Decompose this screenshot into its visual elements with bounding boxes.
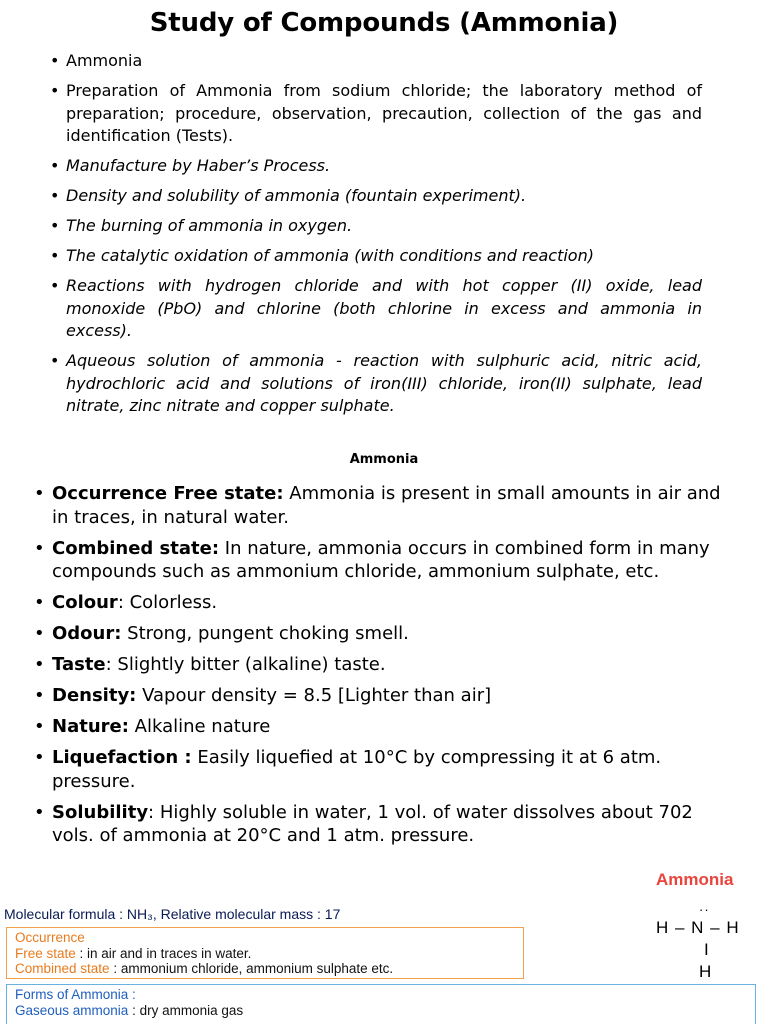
property-text: Alkaline nature [128, 716, 271, 737]
occurrence-box [6, 927, 524, 979]
syllabus-item: • Reactions with hydrogen chloride and with hot copper (II) oxide, lead monoxide (PbO) and chlorine (both chlorine in excess and ammonia in excess). [50, 275, 702, 343]
syllabus-item: • Preparation of Ammonia from sodium chloride; the laboratory method of preparation; procedure, observation, precaution, collection of the gas and identification (Tests). [50, 80, 702, 148]
combined-state-label: Combined state [15, 961, 110, 976]
syllabus-item: • The burning of ammonia in oxygen. [50, 215, 702, 238]
free-state-text: : in air and in traces in water. [75, 945, 252, 961]
property-item [34, 653, 724, 677]
property-label: Solubility [52, 801, 149, 823]
combined-state-line [15, 961, 515, 977]
gaseous-label: Gaseous ammonia [15, 1002, 129, 1018]
properties-list [34, 482, 724, 855]
property-text: Ammonia is present in small amounts in air and in traces, in natural water. [52, 483, 721, 528]
occurrence-heading: Occurrence [15, 930, 85, 945]
property-label: Combined state: [52, 537, 220, 559]
property-item [34, 622, 724, 646]
syllabus-item: • Manufacture by Haber’s Process. [50, 155, 702, 178]
forms-box [6, 984, 756, 1024]
syllabus-item: • Aqueous solution of ammonia - reaction with sulphuric acid, nitric acid, hydrochloric acid and solutions of iron(III) chloride, iron(II) sulphate, lead nitrate, zinc nitrate and copper sulphate. [50, 350, 702, 418]
property-item [34, 801, 724, 848]
syllabus-list [50, 50, 702, 425]
lone-pair-dots: ·· [699, 902, 710, 917]
property-text: : Colorless. [117, 592, 218, 613]
property-label: Colour [52, 592, 118, 613]
structure-bottom-atom: H [699, 962, 712, 981]
combined-state-text: : ammonium chloride, ammonium sulphate etc. [109, 961, 394, 976]
figure-title: Ammonia [656, 870, 734, 889]
property-text: Easily liquefied at 10°C by compressing it at 6 atm. pressure. [52, 747, 662, 792]
property-text: In nature, ammonia occurs in combined form in many compounds such as ammonium chloride, ammonium sulphate, etc. [52, 537, 710, 582]
page-title: Study of Compounds (Ammonia) [149, 8, 619, 38]
gaseous-text: : dry ammonia gas [128, 1002, 244, 1018]
property-item [34, 715, 724, 739]
forms-heading: Forms of Ammonia : [15, 987, 136, 1002]
structure-bond: I [704, 940, 709, 959]
property-item [34, 684, 724, 708]
property-label: Liquefaction : [52, 747, 192, 768]
structure-main-row: H – N – H [656, 918, 740, 937]
ammonia-figure [0, 860, 768, 1024]
molecular-formula-line: Molecular formula : NH₃, Relative molecular mass : 17 [4, 906, 341, 922]
property-text: Strong, pungent choking smell. [121, 623, 409, 644]
section-heading: Ammonia [349, 452, 419, 467]
lewis-structure [652, 896, 762, 986]
free-state-line [15, 946, 515, 962]
property-item [34, 746, 724, 793]
syllabus-item: • Density and solubility of ammonia (fountain experiment). [50, 185, 702, 208]
property-label: Occurrence Free state: [52, 483, 284, 504]
property-label: Taste [52, 654, 106, 675]
property-item [34, 591, 724, 615]
property-label: Density: [52, 685, 137, 706]
property-label: Nature: [52, 716, 129, 737]
gaseous-line [15, 1003, 747, 1019]
property-text: : Slightly bitter (alkaline) taste. [105, 654, 386, 675]
property-label: Odour: [52, 623, 122, 644]
property-text: : Highly soluble in water, 1 vol. of water dissolves about 702 vols. of ammonia at 20°C and 1 atm. pressure. [52, 801, 693, 846]
syllabus-item: • Ammonia [50, 50, 702, 73]
property-item [34, 482, 724, 529]
free-state-label: Free state [15, 945, 76, 961]
property-item [34, 537, 724, 584]
property-text: Vapour density = 8.5 [Lighter than air] [136, 685, 492, 706]
syllabus-item: • The catalytic oxidation of ammonia (with conditions and reaction) [50, 245, 702, 268]
